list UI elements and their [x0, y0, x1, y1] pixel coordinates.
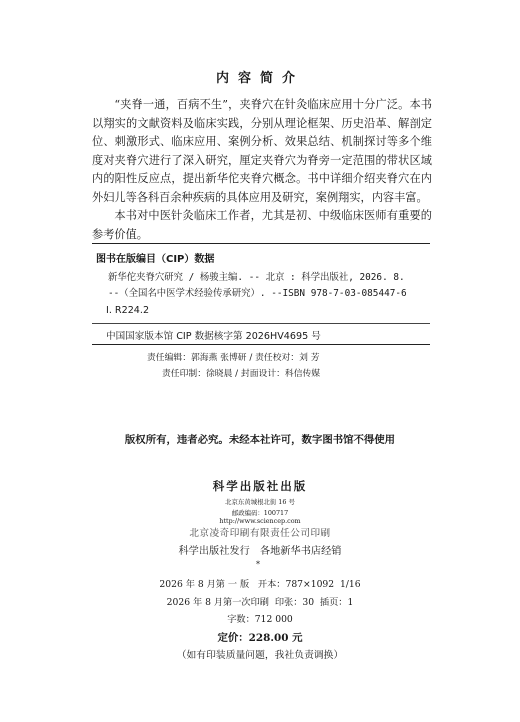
- cip-divider: [92, 323, 430, 324]
- intro-title: 内容简介: [215, 71, 304, 86]
- cip-line-2: --（全国名中医学术经验传承研究）. --ISBN 978-7-03-085447-6: [108, 288, 407, 299]
- intro-body: [92, 96, 432, 244]
- staff-production: 责任印制：徐晓晨 / 封面设计：科信传媒: [162, 369, 321, 379]
- intro-paragraph-2: 本书对中医针灸临床工作者，尤其是初、中级临床医师有重要的参考价值。: [92, 209, 432, 241]
- cip-line-1: 新华佗夹脊穴研究 / 杨骏主编. -- 北京 : 科学出版社, 2026. 8.: [108, 272, 405, 283]
- publisher-address: 北京东黄城根北街 16 号: [225, 498, 295, 506]
- publisher-website: http://www.sciencep.com: [219, 517, 301, 525]
- cip-heading: 图书在版编目（CIP）数据: [96, 254, 215, 265]
- staff-editors: 责任编辑：郭海燕 张博研 / 责任校对：刘 芳: [147, 353, 320, 363]
- separator-dot: *: [256, 560, 260, 569]
- publisher-postcode: 邮政编码：100717: [231, 509, 289, 517]
- intro-paragraph-1: “夹脊一通，百病不生”，夹脊穴在针灸临床应用十分广泛。本书以翔实的文献资料及临床实践，分别从理论框架、历史沿革、解剖定位、刺激形式、临床应用、案例分析、效果总结、机制探讨等多个维度对夹脊穴进行了深入研究，厘定夹脊穴为脊旁一定范围的带状区域内的阳性反应点，提出新华佗夹脊穴概念。书中详细介绍夹脊穴在内外妇儿等各科百余种疾病的具体应用及研究，案例翔实，内容丰富。: [92, 98, 432, 204]
- printer-line: 北京凌奇印刷有限责任公司印刷: [189, 528, 331, 539]
- distributor-line: 科学出版社发行 各地新华书店经销: [178, 546, 342, 557]
- cip-classification: Ⅰ. R224.2: [106, 305, 150, 316]
- edition-line-1: 2026 年 8 月第 一 版 开本：787×1092 1/16: [159, 579, 361, 590]
- price: 定价：228.00 元: [217, 632, 303, 644]
- rights-notice: 版权所有，违者必究。未经本社许可，数字图书馆不得使用: [124, 434, 396, 446]
- publisher-name: 科学出版社出版: [212, 479, 308, 493]
- cip-core-number: 中国国家版本馆 CIP 数据核字第 2026HV4695 号: [106, 331, 321, 342]
- edition-line-2: 2026 年 8 月第一次印刷 印张：30 插页：1: [166, 597, 354, 608]
- word-count: 字数：712 000: [227, 614, 293, 625]
- cip-data-box: [92, 243, 430, 345]
- quality-note: （如有印装质量问题，我社负责调换）: [176, 650, 344, 661]
